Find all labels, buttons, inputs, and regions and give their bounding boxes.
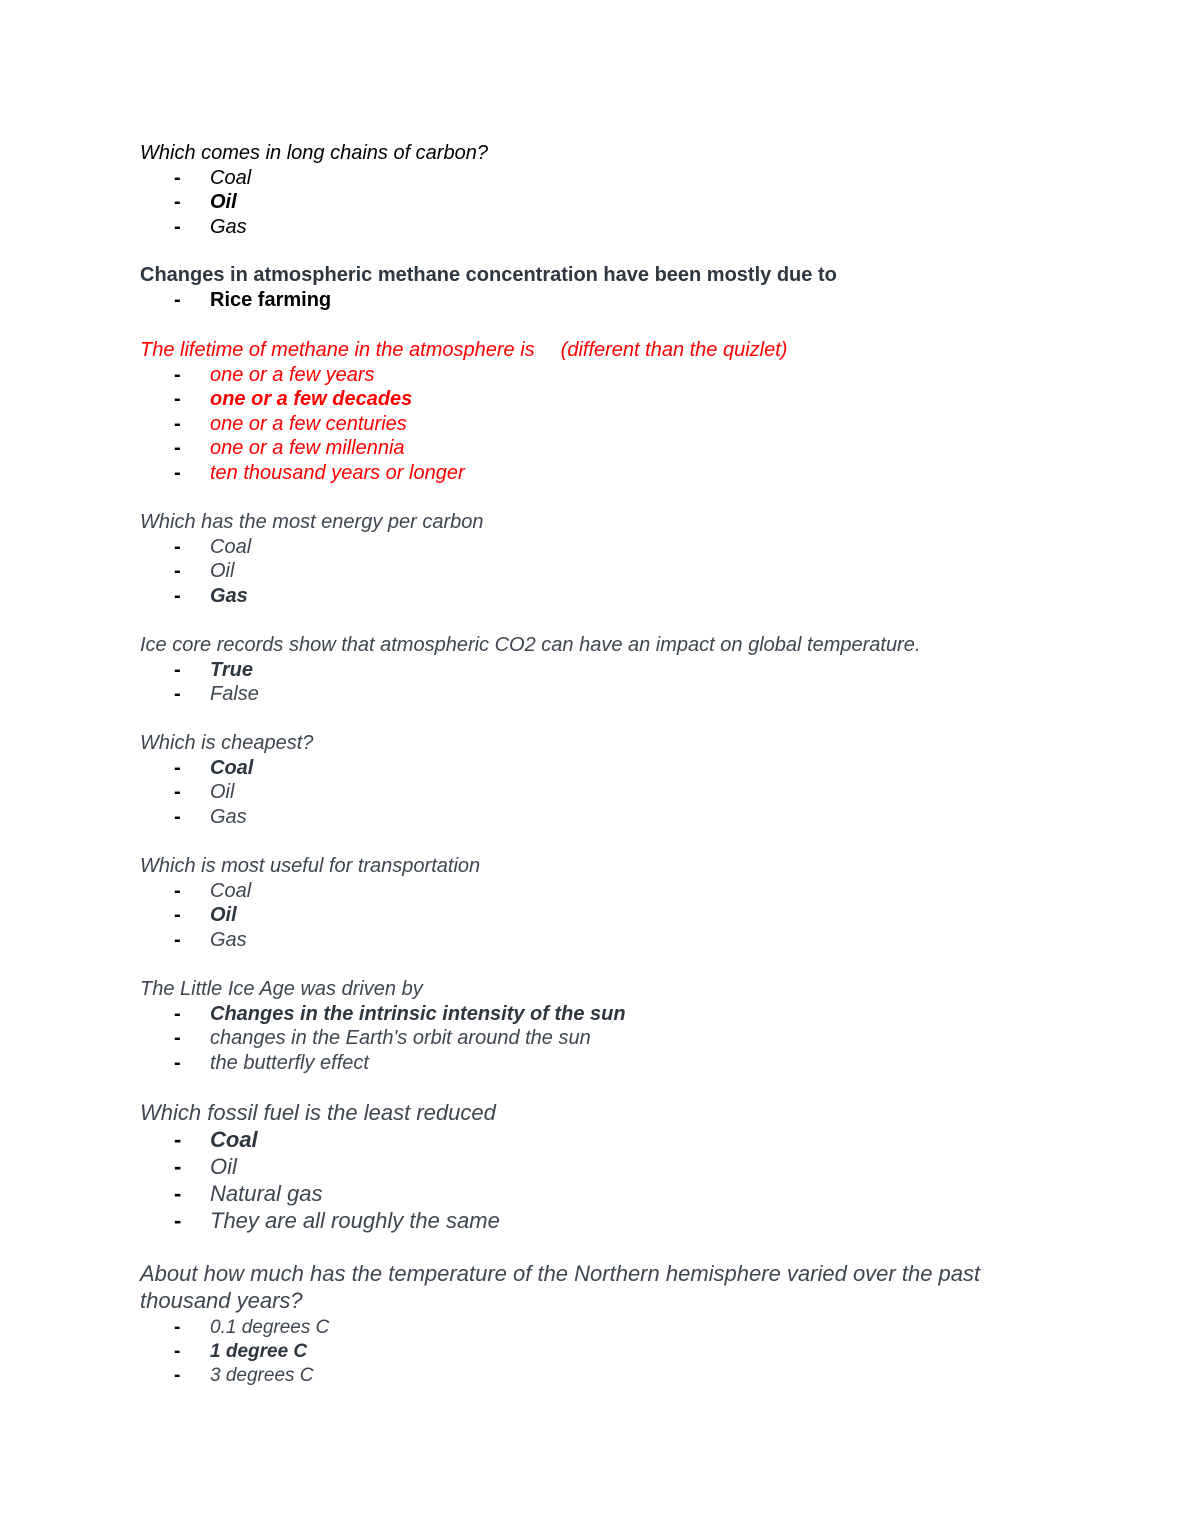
option-text: Oil [210,560,235,582]
option-item [140,363,1060,388]
bullet-dash: - [174,658,181,681]
option-item [140,1364,1040,1388]
option-text: Coal [210,756,254,779]
bullet-dash: - [174,1365,181,1386]
option-item [140,1026,1060,1051]
option-text: Gas [210,805,247,828]
option-item-selected [140,190,1060,215]
option-text: Coal [210,166,252,189]
option-text: one or a few millennia [210,437,405,459]
bullet-dash: - [174,928,181,951]
question-block [140,510,1060,608]
option-item [140,1180,1060,1207]
option-text: one or a few years [210,363,375,386]
option-item-selected [140,1002,1060,1027]
bullet-dash: - [174,1127,182,1152]
bullet-dash: - [174,191,181,213]
option-item [140,436,1060,461]
option-text: Coal [210,879,252,902]
question-text: Which fossil fuel is the least reduced [140,1100,496,1125]
question-text [140,338,1060,363]
option-text: Gas [210,584,248,607]
question-text: Which comes in long chains of carbon? [140,142,488,164]
question-text: Ice core records show that atmospheric CO2 can have an impact on global temperature. [140,634,921,656]
option-text: one or a few decades [210,388,413,410]
option-list [140,1316,1040,1388]
option-item [140,682,1060,707]
question-block [140,633,1060,707]
option-list [140,363,1060,486]
option-text: Changes in the intrinsic intensity of the sun [210,1002,626,1025]
option-text: Oil [210,1154,237,1179]
question-block [140,263,1060,313]
bullet-dash: - [174,1154,182,1179]
option-text: Rice farming [210,289,332,311]
question-block [140,338,1060,485]
option-item [140,461,1060,486]
option-item-selected [140,1126,1060,1153]
option-text: They are all roughly the same [210,1208,500,1233]
option-item [140,805,1060,830]
option-text: 1 degree C [210,1341,308,1362]
option-item [140,559,1060,584]
option-text: Oil [210,191,237,213]
bullet-dash: - [174,904,181,926]
option-list [140,288,1060,313]
option-list [140,658,1060,707]
option-item [140,879,1060,904]
bullet-dash: - [174,879,181,902]
bullet-dash: - [174,1181,182,1206]
question-text: Changes in atmospheric methane concentration have been mostly due to [140,264,837,286]
option-item [140,1316,1040,1340]
question-block [140,1099,1060,1234]
option-text: Gas [210,215,247,238]
question-block [140,854,1060,952]
option-text: the butterfly effect [210,1051,369,1074]
question-text: Which is most useful for transportation [140,855,481,877]
option-list [140,166,1060,240]
option-item [140,535,1060,560]
option-text: Oil [210,781,235,803]
bullet-dash: - [174,756,181,779]
option-text: ten thousand years or longer [210,461,465,484]
option-text: one or a few centuries [210,412,407,435]
bullet-dash: - [174,683,181,705]
bullet-dash: - [174,535,181,558]
option-list [140,1126,1060,1234]
option-item [140,1051,1060,1076]
bullet-dash: - [174,437,181,459]
question-text-main: The lifetime of methane in the atmosphere is [140,339,535,361]
bullet-dash: - [174,388,181,410]
option-text: changes in the Earth's orbit around the sun [210,1027,591,1049]
option-item [140,166,1060,191]
bullet-dash: - [174,1317,181,1338]
option-item-selected [140,658,1060,683]
question-block [140,731,1060,829]
option-text: Oil [210,904,237,926]
option-item-selected [140,288,1060,313]
bullet-dash: - [174,1341,181,1362]
question-text: Which has the most energy per carbon [140,511,484,533]
bullet-dash: - [174,412,181,435]
option-item-selected [140,903,1060,928]
bullet-dash: - [174,289,181,311]
bullet-dash: - [174,363,181,386]
question-text: The Little Ice Age was driven by [140,978,423,1000]
option-item-selected [140,584,1060,609]
question-note: (different than the quizlet) [560,339,788,361]
option-text: Coal [210,1127,258,1152]
option-item-selected [140,387,1060,412]
option-item [140,412,1060,437]
option-text: 0.1 degrees C [210,1317,330,1338]
bullet-dash: - [174,1208,182,1233]
bullet-dash: - [174,584,181,607]
bullet-dash: - [174,805,181,828]
option-text: Coal [210,535,252,558]
bullet-dash: - [174,781,181,803]
bullet-dash: - [174,461,181,484]
bullet-dash: - [174,1002,181,1025]
option-item [140,1207,1060,1234]
option-item [140,928,1060,953]
option-list [140,535,1060,609]
bullet-dash: - [174,560,181,582]
option-item-selected [140,756,1060,781]
option-text: 3 degrees C [210,1365,314,1386]
question-text: About how much has the temperature of the Northern hemisphere varied over the past thousand years? [140,1261,987,1313]
bullet-dash: - [174,1027,181,1049]
option-list [140,879,1060,953]
option-item [140,780,1060,805]
bullet-dash: - [174,1051,181,1074]
option-text: Gas [210,928,247,951]
bullet-dash: - [174,215,181,238]
option-list [140,1002,1060,1076]
option-text: False [210,683,259,705]
question-block [140,977,1060,1075]
option-text: Natural gas [210,1181,323,1206]
question-text: Which is cheapest? [140,732,314,754]
question-block [140,141,1060,239]
option-item [140,1153,1060,1180]
option-item [140,215,1060,240]
bullet-dash: - [174,166,181,189]
option-text: True [210,658,253,681]
option-item-selected [140,1340,1040,1364]
option-list [140,756,1060,830]
question-block [140,1260,1040,1388]
